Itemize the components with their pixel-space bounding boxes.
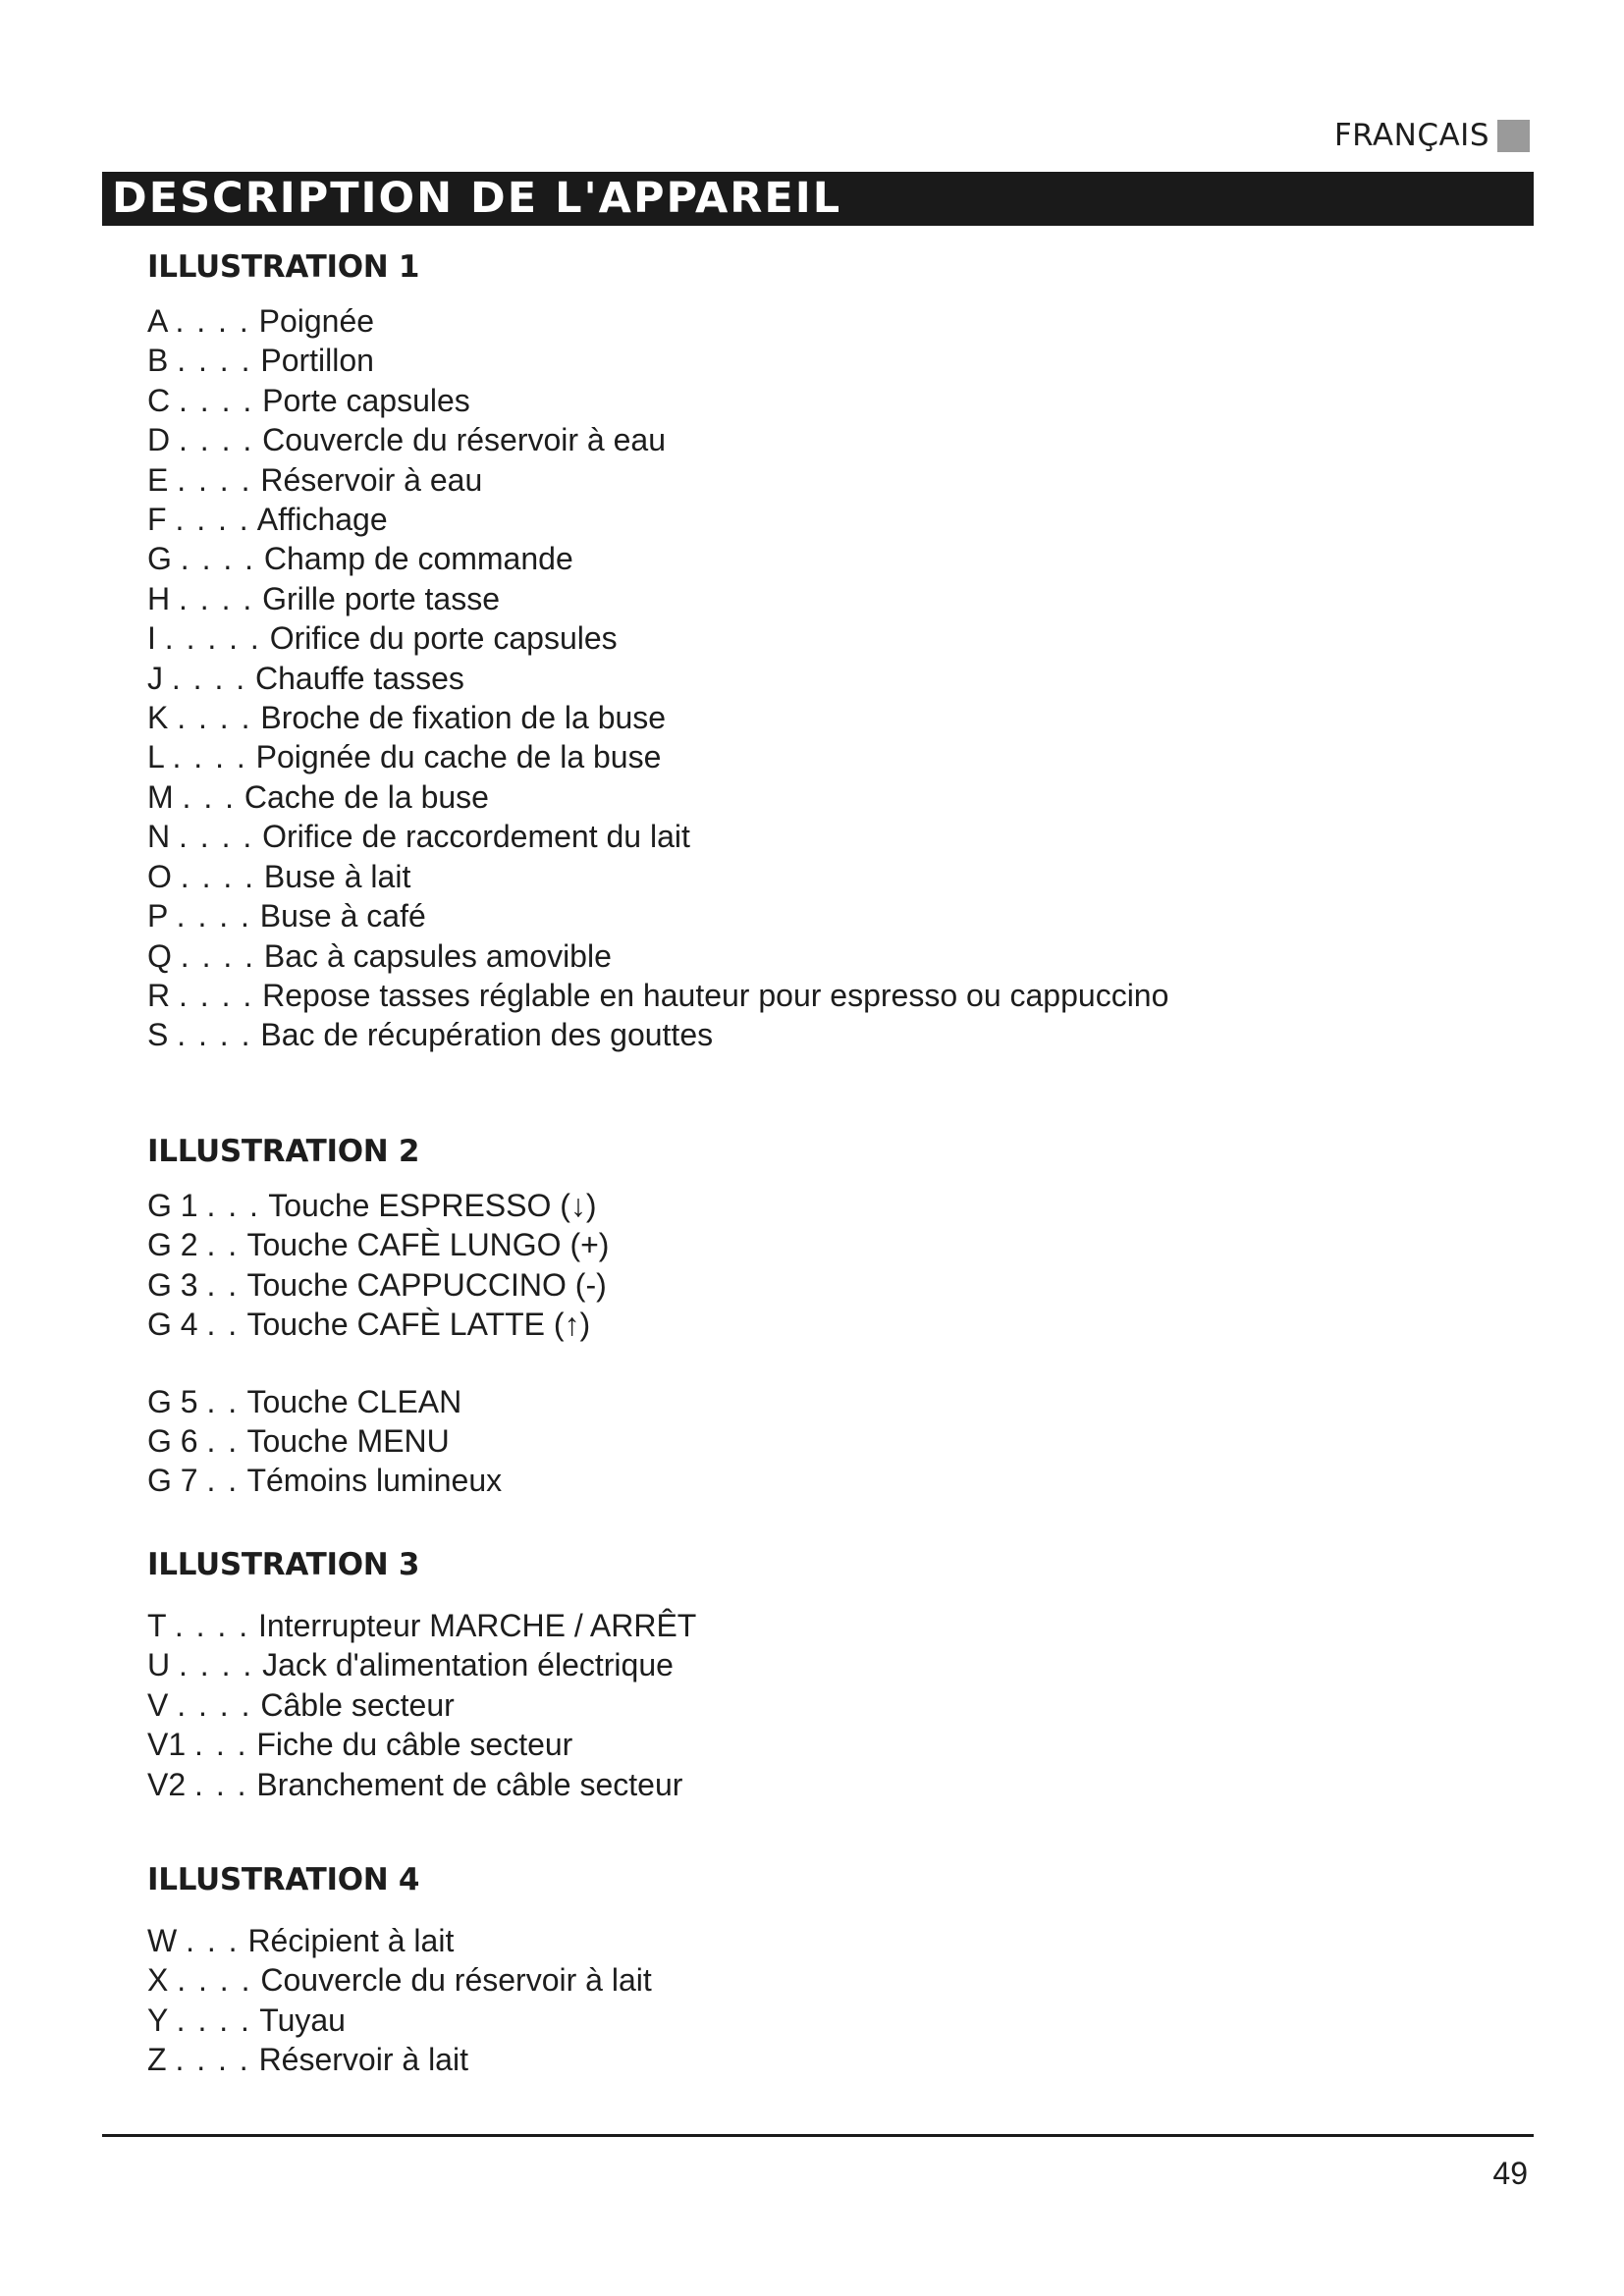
page-title: DESCRIPTION DE L'APPAREIL bbox=[112, 174, 842, 223]
item-label: Affichage bbox=[256, 502, 388, 538]
item-label: Témoins lumineux bbox=[246, 1463, 503, 1499]
item-code: S bbox=[147, 1017, 169, 1053]
list-item bbox=[147, 618, 1168, 658]
list-item bbox=[147, 936, 1168, 976]
list-item bbox=[147, 1225, 609, 1264]
item-code: V2 bbox=[147, 1766, 187, 1802]
item-code: E bbox=[147, 461, 169, 498]
item-code: D bbox=[147, 422, 171, 458]
list-item bbox=[147, 737, 1168, 776]
item-code: G 4 bbox=[147, 1307, 198, 1343]
item-leader-dots: . . . bbox=[206, 1188, 260, 1223]
item-label: Branchement de câble secteur bbox=[256, 1766, 683, 1802]
language-marker-square bbox=[1497, 120, 1530, 152]
item-leader-dots: . . . . . bbox=[164, 620, 261, 657]
list-item bbox=[147, 2001, 652, 2040]
footer-divider bbox=[102, 2134, 1534, 2137]
item-code: K bbox=[147, 700, 169, 736]
section-illustration-1 bbox=[147, 247, 1168, 1055]
item-code: O bbox=[147, 858, 172, 894]
item-label: Interrupteur MARCHE / ARRÊT bbox=[257, 1608, 697, 1643]
list-item bbox=[147, 1421, 609, 1461]
item-code: G 7 bbox=[147, 1463, 198, 1499]
item-leader-dots: . . . bbox=[194, 1727, 248, 1763]
item-label: Couvercle du réservoir à lait bbox=[260, 1962, 652, 1999]
item-leader-dots: . . . . bbox=[177, 461, 252, 498]
list-item bbox=[147, 2040, 652, 2079]
item-leader-dots: . . . . bbox=[179, 1647, 254, 1683]
item-leader-dots: . . . . bbox=[176, 898, 251, 934]
section-illustration-2 bbox=[147, 1132, 609, 1501]
list-item bbox=[147, 817, 1168, 856]
item-label: Orifice de raccordement du lait bbox=[262, 819, 690, 855]
item-label: Bac à capsules amovible bbox=[263, 937, 612, 974]
list-item bbox=[147, 1186, 609, 1225]
item-code: N bbox=[147, 819, 171, 855]
item-code: T bbox=[147, 1608, 166, 1643]
item-code: J bbox=[147, 660, 163, 696]
item-leader-dots: . . . bbox=[186, 1923, 240, 1958]
item-leader-dots: . . . . bbox=[172, 739, 247, 775]
item-code: G 1 bbox=[147, 1188, 198, 1223]
section-heading: ILLUSTRATION 3 bbox=[147, 1547, 420, 1582]
item-leader-dots: . . . . bbox=[180, 937, 256, 974]
item-leader-dots: . . bbox=[206, 1266, 240, 1303]
list-item bbox=[147, 1305, 609, 1344]
item-label: Touche CAFÈ LUNGO (+) bbox=[246, 1227, 610, 1263]
list-item bbox=[147, 777, 1168, 817]
item-label: Réservoir à eau bbox=[260, 461, 483, 498]
list-item bbox=[147, 500, 1168, 539]
item-leader-dots: . . . bbox=[194, 1766, 248, 1802]
item-label: Chauffe tasses bbox=[255, 660, 464, 696]
item-label: Touche CAFÈ LATTE (↑) bbox=[246, 1307, 591, 1343]
item-code: R bbox=[147, 977, 171, 1013]
item-code: Q bbox=[147, 937, 172, 974]
parts-list bbox=[147, 1186, 609, 1345]
item-code: X bbox=[147, 1962, 169, 1999]
list-item bbox=[147, 539, 1168, 578]
item-code: B bbox=[147, 343, 169, 379]
item-leader-dots: . . . . bbox=[179, 422, 254, 458]
item-leader-dots: . . . . bbox=[177, 1686, 252, 1723]
item-label: Fiche du câble secteur bbox=[256, 1727, 573, 1763]
item-label: Champ de commande bbox=[263, 541, 573, 577]
item-code: F bbox=[147, 502, 167, 538]
item-label: Câble secteur bbox=[260, 1686, 455, 1723]
item-leader-dots: . . . . bbox=[175, 303, 250, 339]
list-item bbox=[147, 1921, 652, 1960]
list-item bbox=[147, 857, 1168, 896]
list-item bbox=[147, 1606, 696, 1645]
list-item bbox=[147, 1960, 652, 2000]
item-label: Cache de la buse bbox=[244, 778, 489, 815]
item-label: Jack d'alimentation électrique bbox=[262, 1647, 674, 1683]
list-item bbox=[147, 1725, 696, 1764]
item-leader-dots: . . . . bbox=[177, 1962, 252, 1999]
parts-list bbox=[147, 1606, 696, 1804]
list-item bbox=[147, 579, 1168, 618]
item-code: V bbox=[147, 1686, 169, 1723]
item-code: V1 bbox=[147, 1727, 187, 1763]
title-bar bbox=[102, 172, 1534, 226]
item-label: Broche de fixation de la buse bbox=[260, 700, 667, 736]
item-label: Touche MENU bbox=[246, 1423, 450, 1460]
list-item bbox=[147, 301, 1168, 341]
list-item bbox=[147, 1765, 696, 1804]
item-leader-dots: . . . . bbox=[179, 977, 254, 1013]
item-code: G 6 bbox=[147, 1423, 198, 1460]
list-item bbox=[147, 896, 1168, 935]
item-code: C bbox=[147, 382, 171, 418]
item-leader-dots: . . . . bbox=[179, 382, 254, 418]
item-code: Y bbox=[147, 2002, 168, 2038]
parts-list bbox=[147, 1921, 652, 2080]
list-item bbox=[147, 341, 1168, 380]
item-leader-dots: . . . . bbox=[177, 700, 252, 736]
list-item bbox=[147, 659, 1168, 698]
list-item bbox=[147, 1265, 609, 1305]
item-label: Couvercle du réservoir à eau bbox=[262, 422, 666, 458]
list-item bbox=[147, 381, 1168, 420]
list-item bbox=[147, 460, 1168, 500]
list-item bbox=[147, 976, 1168, 1015]
item-code: I bbox=[147, 620, 156, 657]
item-leader-dots: . . bbox=[206, 1423, 240, 1460]
item-label: Récipient à lait bbox=[247, 1923, 455, 1958]
item-label: Orifice du porte capsules bbox=[269, 620, 618, 657]
item-code: G 5 bbox=[147, 1383, 198, 1419]
item-leader-dots: . . . . bbox=[180, 541, 256, 577]
item-label: Poignée du cache de la buse bbox=[255, 739, 662, 775]
item-leader-dots: . . . . bbox=[177, 1017, 252, 1053]
language-text: FRANÇAIS bbox=[1333, 118, 1489, 153]
item-label: Bac de récupération des gouttes bbox=[260, 1017, 714, 1053]
page-number: 49 bbox=[1492, 2156, 1528, 2191]
item-label: Grille porte tasse bbox=[262, 580, 500, 616]
list-item bbox=[147, 1461, 609, 1500]
item-leader-dots: . . bbox=[206, 1383, 240, 1419]
section-illustration-3 bbox=[147, 1545, 696, 1804]
item-leader-dots: . . . . bbox=[180, 858, 256, 894]
item-code: G bbox=[147, 541, 172, 577]
item-code: U bbox=[147, 1647, 171, 1683]
item-label: Poignée bbox=[258, 303, 375, 339]
item-label: Porte capsules bbox=[262, 382, 470, 418]
item-leader-dots: . . . . bbox=[175, 502, 250, 538]
item-leader-dots: . . . . bbox=[176, 2002, 251, 2038]
item-leader-dots: . . . . bbox=[179, 580, 254, 616]
list-item bbox=[147, 1015, 1168, 1054]
item-label: Portillon bbox=[260, 343, 374, 379]
item-leader-dots: . . . . bbox=[179, 819, 254, 855]
item-code: L bbox=[147, 739, 164, 775]
item-code: W bbox=[147, 1923, 178, 1958]
parts-list bbox=[147, 301, 1168, 1055]
item-label: Touche ESPRESSO (↓) bbox=[268, 1188, 597, 1223]
item-code: Z bbox=[147, 2042, 167, 2078]
item-code: G 3 bbox=[147, 1266, 198, 1303]
list-item bbox=[147, 420, 1168, 459]
item-leader-dots: . . . bbox=[182, 778, 236, 815]
list-item bbox=[147, 1685, 696, 1725]
item-label: Touche CAPPUCCINO (-) bbox=[246, 1266, 607, 1303]
item-code: H bbox=[147, 580, 171, 616]
section-illustration-4 bbox=[147, 1860, 652, 2080]
language-label bbox=[1334, 118, 1530, 153]
item-code: M bbox=[147, 778, 174, 815]
list-item bbox=[147, 1382, 609, 1421]
item-leader-dots: . . bbox=[206, 1227, 240, 1263]
item-label: Réservoir à lait bbox=[258, 2042, 468, 2078]
item-leader-dots: . . . . bbox=[177, 343, 252, 379]
item-leader-dots: . . bbox=[206, 1307, 240, 1343]
list-item bbox=[147, 698, 1168, 737]
section-heading: ILLUSTRATION 2 bbox=[147, 1134, 420, 1169]
item-code: A bbox=[147, 303, 167, 339]
item-leader-dots: . . . . bbox=[175, 2042, 250, 2078]
item-leader-dots: . . . . bbox=[171, 660, 247, 696]
list-item bbox=[147, 1645, 696, 1684]
section-heading: ILLUSTRATION 1 bbox=[147, 249, 420, 285]
item-label: Buse à café bbox=[259, 898, 426, 934]
item-label: Buse à lait bbox=[263, 858, 411, 894]
item-leader-dots: . . bbox=[206, 1463, 240, 1499]
item-label: Repose tasses réglable en hauteur pour espresso ou cappuccino bbox=[262, 977, 1169, 1013]
parts-list-secondary bbox=[147, 1382, 609, 1501]
item-leader-dots: . . . . bbox=[174, 1608, 250, 1643]
item-code: P bbox=[147, 898, 168, 934]
item-code: G 2 bbox=[147, 1227, 198, 1263]
item-label: Touche CLEAN bbox=[246, 1383, 462, 1419]
item-label: Tuyau bbox=[259, 2002, 346, 2038]
section-heading: ILLUSTRATION 4 bbox=[147, 1862, 420, 1897]
